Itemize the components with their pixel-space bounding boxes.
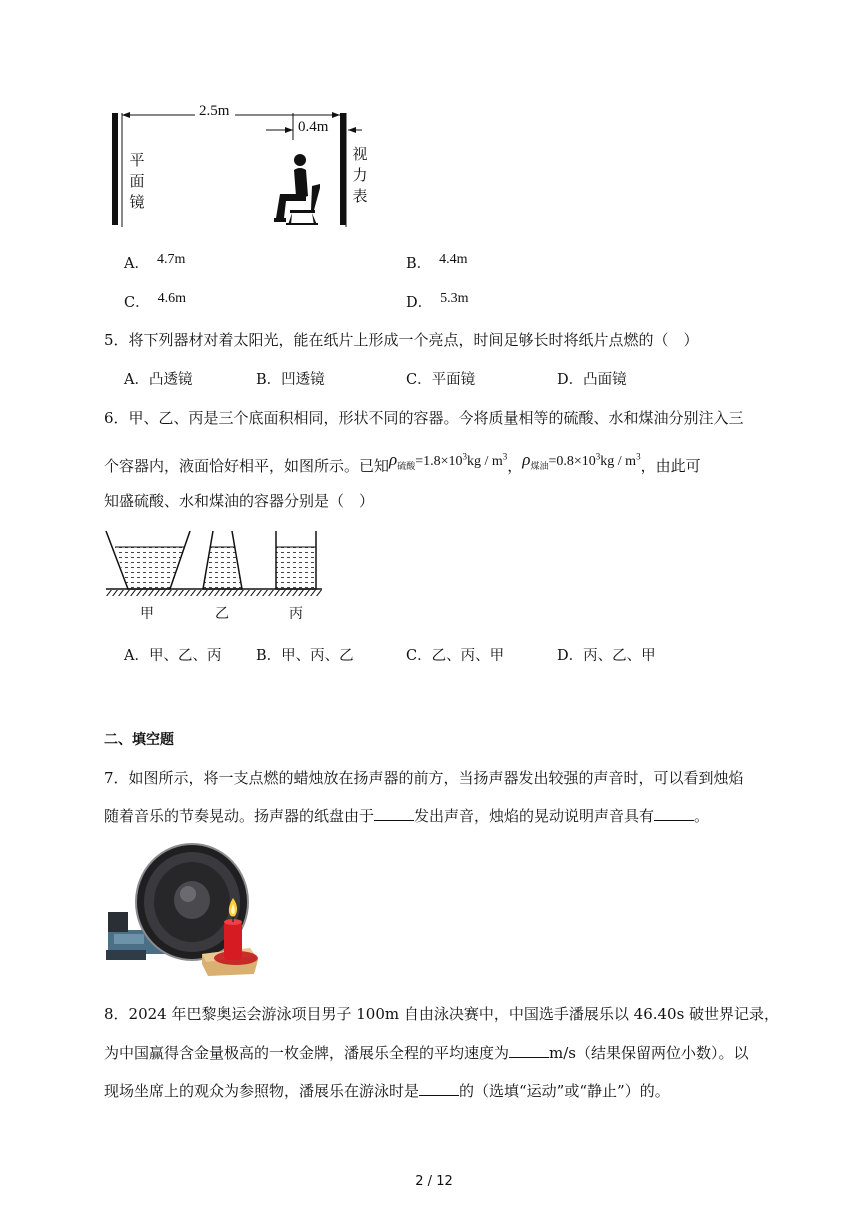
container-label-jia: 甲 (140, 606, 154, 622)
q5-option-b[interactable]: B．凹透镜 (256, 372, 325, 388)
q8-stem-line2: 为中国赢得含金量极高的一枚金牌，潘展乐全程的平均速度为 m/s（结果保留两位小数）。以 (104, 1044, 749, 1062)
q4-option-c[interactable]: C． 4.6m (124, 291, 186, 311)
eye-chart-bar (340, 113, 346, 225)
q7-blank-1[interactable] (374, 806, 414, 821)
container-label-yi: 乙 (215, 606, 229, 622)
containers-diagram (100, 525, 330, 605)
q6-option-b[interactable]: B．甲、丙、乙 (256, 648, 354, 664)
plane-mirror (112, 113, 118, 225)
q6-option-a[interactable]: A．甲、乙、丙 (124, 648, 222, 664)
q7-stem-line2: 随着音乐的节奏晃动。扬声器的纸盘由于 发出声音，烛焰的晃动说明声音具有 。 (104, 807, 710, 825)
q8-blank-2[interactable] (419, 1081, 459, 1096)
q5-option-c[interactable]: C．平面镜 (406, 372, 476, 388)
q8-stem-line3: 现场坐席上的观众为参照物，潘展乐在游泳时是 的（选填“运动”或“静止”）的。 (104, 1082, 670, 1100)
container-label-bing: 丙 (289, 606, 303, 622)
rho-sulfuric-formula: $\rho_{硫酸}=1.8\times 10^3kg / m^3$ (389, 450, 508, 471)
ground-hatch (106, 590, 322, 596)
q7-blank-2[interactable] (654, 806, 694, 821)
dimension-label-part: 0.4m (298, 119, 329, 135)
q4-option-d[interactable]: D． 5.3m (406, 291, 469, 311)
container-bing-liquid (276, 547, 316, 589)
q4-option-b[interactable]: B． 4.4m (406, 252, 468, 272)
mirror-eyechart-figure (100, 100, 390, 235)
dimension-label-total: 2.5m (199, 103, 230, 119)
q8-stem-line1: 8．2024 年巴黎奥运会游泳项目男子 100m 自由泳决赛中，中国选手潘展乐以 46.40s 破世界记录， (104, 1005, 780, 1023)
section-title-fill-in: 二、填空题 (104, 732, 174, 748)
q6-option-d[interactable]: D．丙、乙、甲 (557, 648, 656, 664)
q6-stem-line3: 知盛硫酸、水和煤油的容器分别是（ ） (104, 492, 375, 510)
seated-person-icon (274, 154, 320, 225)
q6-option-c[interactable]: C．乙、丙、甲 (406, 648, 505, 664)
containers-figure (100, 525, 330, 625)
q6-stem-line1: 6．甲、乙、丙是三个底面积相同，形状不同的容器。今将质量相等的硫酸、水和煤油分别注入三 (104, 409, 744, 427)
mirror-label: 平 面 镜 (129, 151, 145, 211)
q5-stem: 5．将下列器材对着太阳光，能在纸片上形成一个亮点，时间足够长时将纸片点燃的（ ） (104, 331, 699, 349)
q4-option-a[interactable]: A． 4.7m (124, 252, 186, 272)
eye-chart-label: 视 力 表 (352, 145, 368, 205)
q8-blank-1[interactable] (509, 1043, 549, 1058)
page-number: 2 / 12 (415, 1174, 453, 1189)
rho-kerosene-formula: $\rho_{煤油}=0.8\times 10^3kg / m^3$ (522, 450, 641, 471)
q6-stem-line2: 个容器内，液面恰好相平，如图所示。已知$\rho_{硫酸}=1.8\times 10^3kg / m^3$，$\rho_{煤油}=0.8\times 10^3kg / m^3$，由此可 (104, 450, 701, 475)
q5-option-d[interactable]: D．凸面镜 (557, 372, 627, 388)
q5-option-a[interactable]: A．凸透镜 (124, 372, 193, 388)
speaker-candle-image (104, 842, 266, 977)
q7-stem-line1: 7．如图所示，将一支点燃的蜡烛放在扬声器的前方，当扬声器发出较强的声音时，可以看到烛焰 (104, 769, 744, 787)
